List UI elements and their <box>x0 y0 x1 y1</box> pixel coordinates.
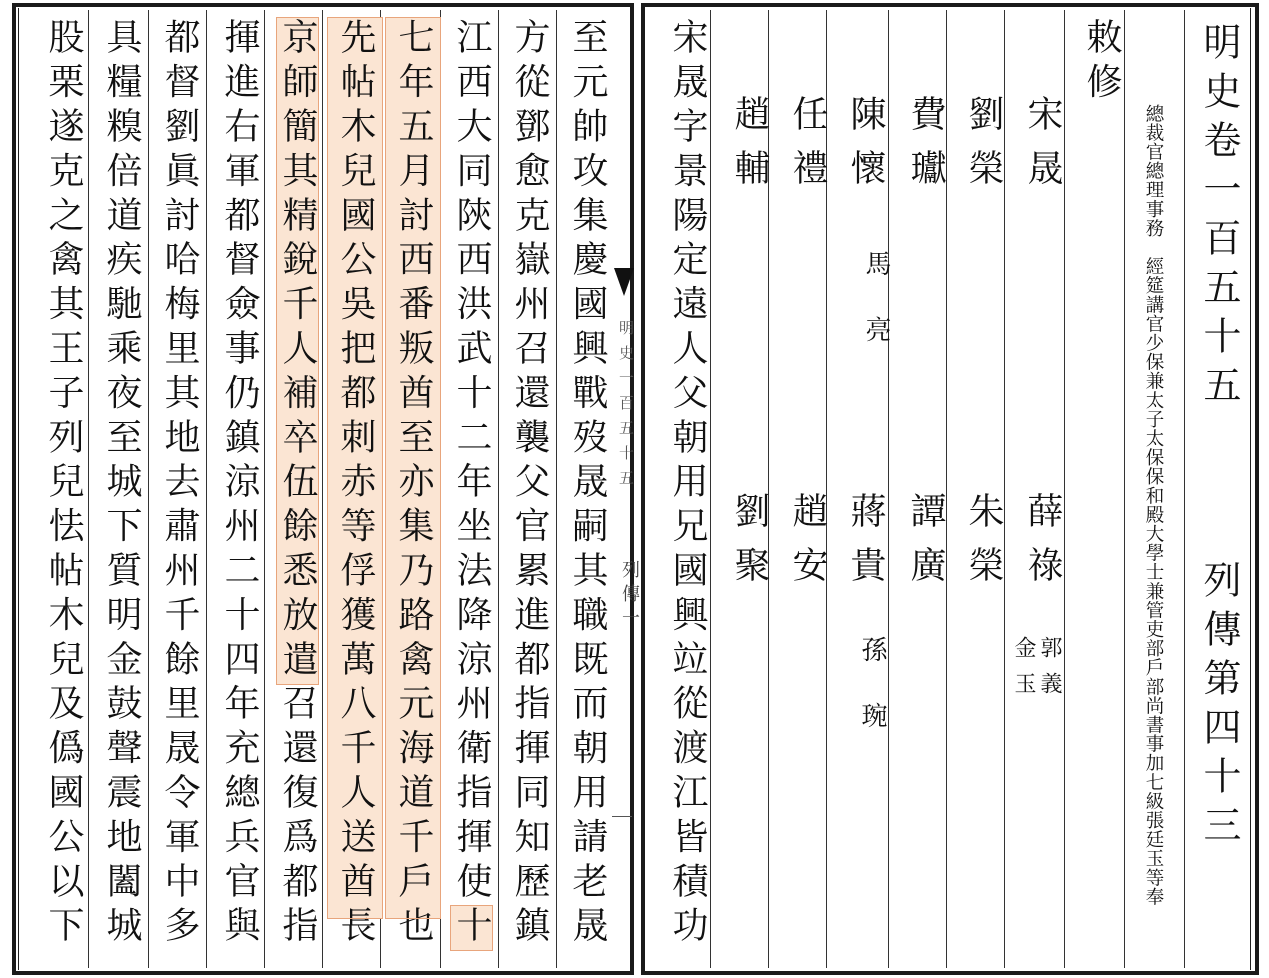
name-entry-top: 費瓛 <box>905 95 946 203</box>
text-column-3-body: 江西大同陝西洪武十二年坐法降涼州衛指揮使 <box>451 18 492 906</box>
text-column-8: 都督劉眞討哈梅里其地去肅州千餘里晟令軍中多 <box>159 18 200 951</box>
text-column-7: 揮進右軍都督僉事仍鎮涼州二十四年充總兵官與 <box>219 18 260 951</box>
column-divider <box>440 10 441 968</box>
text-column-10: 股栗遂克之禽其王子列兒怯帖木兒及僞國公以下 <box>43 18 84 951</box>
text-column-2: 方從鄧愈克嶽州召還襲父官累進都指揮同知歷鎮 <box>509 18 550 951</box>
name-entry-top: 陳懷 <box>845 95 886 203</box>
column-divider <box>148 10 149 968</box>
name-entry-top: 任禮 <box>787 95 828 203</box>
name-entry-top: 劉榮 <box>963 95 1004 203</box>
name-entry-bottom: 薛祿 <box>1022 492 1063 600</box>
name-entry-bottom: 譚廣 <box>905 492 946 600</box>
column-divider <box>1184 10 1185 968</box>
name-entry-top: 宋晟 <box>1022 95 1063 203</box>
text-column-9: 具糧糗倍道疾馳乘夜至城下質明金鼓聲震地闔城 <box>101 18 142 951</box>
biography-first-line: 宋晟字景陽定遠人父朝用兄國興竝從渡江皆積功 <box>667 18 708 951</box>
name-entry-bottom: 趙安 <box>787 492 828 600</box>
name-entry-bottom: 劉聚 <box>729 492 770 600</box>
volume-heading: 明史卷一百五十五 <box>1197 22 1241 414</box>
left-inner-rule <box>18 8 19 970</box>
name-entry-bottom: 朱榮 <box>963 492 1004 600</box>
highlighted-column-4: 七年五月討西番叛酋至亦集乃路禽元海道千戶也 <box>386 18 440 918</box>
column-divider <box>206 10 207 968</box>
name-entry-top: 趙輔 <box>729 95 770 203</box>
text-column-3 <box>444 18 498 950</box>
name-entry-sub: 孫琬 <box>857 636 887 768</box>
text-column-1: 至元帥攻集慶國興戰歿晟嗣其職既而朝用請老晟 <box>567 18 608 951</box>
name-entry-top-sub: 馬亮 <box>861 250 891 382</box>
highlighted-phrase: 京師簡其精銳千人補卒伍餘悉放遣 <box>277 18 318 684</box>
imperial-commission: 敕修 <box>1081 18 1122 107</box>
column-divider <box>1124 10 1125 968</box>
fold-page-label: 列傳一 <box>619 560 640 632</box>
fold-title: 明史一百五十五 <box>617 320 635 495</box>
highlighted-char: 十 <box>451 906 492 951</box>
compiler-line: 總裁官總理事務 經筵講官少保兼太子太保保和殿大學士兼管吏部戶部尚書事加七級張廷玉等奉 <box>1143 104 1164 907</box>
column-divider <box>556 10 557 968</box>
column-divider <box>498 10 499 968</box>
text-column-6-tail: 召還復爲都指 <box>277 684 318 951</box>
text-column-6 <box>270 18 324 950</box>
section-heading: 列傳第四十三 <box>1197 560 1241 854</box>
highlighted-column-5: 先帖木兒國公吳把都刺赤等俘獲萬八千人送酋長 <box>328 18 382 918</box>
name-entry-sub: 郭義 金玉 <box>1011 636 1062 708</box>
fishtail-mark-icon <box>614 268 634 296</box>
name-entry-bottom: 蔣貴 <box>845 492 886 600</box>
right-inner-rule <box>1250 8 1251 970</box>
fold-tick <box>612 816 632 817</box>
